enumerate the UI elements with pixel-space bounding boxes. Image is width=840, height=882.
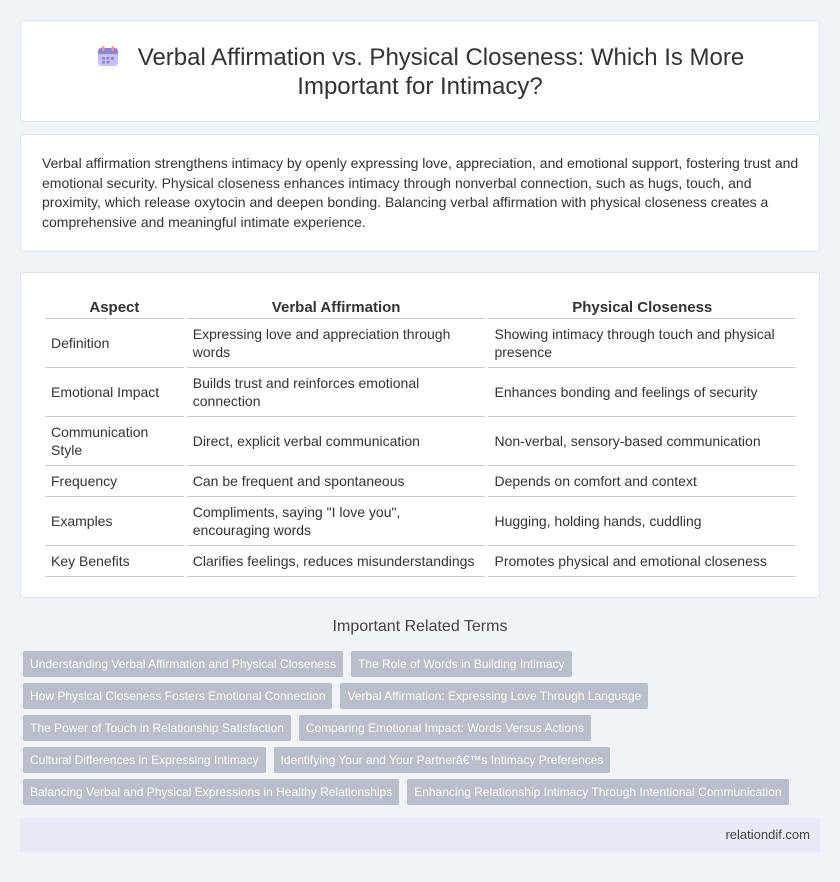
tag-row — [23, 747, 610, 773]
tag-row — [23, 779, 789, 805]
table-cell: Clarifies feelings, reduces misunderstandings — [187, 546, 486, 577]
table-cell: Direct, explicit verbal communication — [187, 417, 486, 466]
page-title — [21, 43, 819, 101]
table-cell: Non-verbal, sensory-based communication — [488, 417, 796, 466]
related-terms-heading: Important Related Terms — [332, 618, 508, 635]
table-row — [45, 368, 796, 417]
related-term-tag[interactable]: Verbal Affirmation: Expressing Love Through Language — [340, 683, 648, 709]
tag-row — [23, 651, 572, 677]
tag-row — [23, 683, 648, 709]
table-cell: Can be frequent and spontaneous — [187, 466, 486, 497]
table-header-row — [45, 295, 796, 319]
related-term-tag[interactable]: Balancing Verbal and Physical Expressions in Healthy Relationships — [23, 779, 399, 805]
table-cell: Examples — [45, 497, 184, 546]
related-term-tag[interactable]: Comparing Emotional Impact: Words Versus Actions — [299, 715, 591, 741]
related-term-tag[interactable]: Understanding Verbal Affirmation and Physical Closeness — [23, 651, 343, 677]
tag-row — [23, 715, 591, 741]
related-term-tag[interactable]: Identifying Your and Your Partnerâ€™s Intimacy Preferences — [274, 747, 611, 773]
table-cell: Enhances bonding and feelings of security — [488, 368, 796, 417]
table-row — [45, 319, 796, 368]
related-term-tag[interactable]: How Physical Closeness Fosters Emotional Connection — [23, 683, 332, 709]
column-header-verbal-affirmation: Verbal Affirmation — [187, 295, 486, 319]
table-cell: Expressing love and appreciation through words — [187, 319, 486, 368]
column-header-physical-closeness: Physical Closeness — [488, 295, 796, 319]
footer — [20, 818, 820, 852]
table-cell: Definition — [45, 319, 184, 368]
table-cell: Communication Style — [45, 417, 184, 466]
related-term-tag[interactable]: Cultural Differences in Expressing Intimacy — [23, 747, 266, 773]
related-term-tag[interactable]: The Power of Touch in Relationship Satisfaction — [23, 715, 291, 741]
table-cell: Hugging, holding hands, cuddling — [488, 497, 796, 546]
table-cell: Builds trust and reinforces emotional connection — [187, 368, 486, 417]
table-row — [45, 466, 796, 497]
table-row — [45, 497, 796, 546]
table-cell: Showing intimacy through touch and physical presence — [488, 319, 796, 368]
related-term-tag[interactable]: The Role of Words in Building Intimacy — [351, 651, 572, 677]
table-row — [45, 417, 796, 466]
table-cell: Depends on comfort and context — [488, 466, 796, 497]
title-card — [20, 20, 820, 122]
column-header-aspect: Aspect — [45, 295, 184, 319]
table-row — [45, 546, 796, 577]
comparison-table-card — [20, 272, 820, 598]
intro-paragraph: Verbal affirmation strengthens intimacy by openly expressing love, appreciation, and emotional support, fostering trust and emotional security. Physical closeness enhances intimacy through nonverbal connection, such as hugs, touch, and proximity, which release oxytocin and deepen bonding. Balancing verbal affirmation with physical closeness creates a comprehensive and meaningful intimate experience. — [42, 155, 799, 230]
footer-site-link[interactable]: relationdif.com — [725, 827, 810, 842]
table-cell: Promotes physical and emotional closeness — [488, 546, 796, 577]
table-cell: Compliments, saying "I love you", encouraging words — [187, 497, 486, 546]
intro-card — [20, 134, 820, 252]
table-cell: Key Benefits — [45, 546, 184, 577]
table-cell: Frequency — [45, 466, 184, 497]
related-term-tag[interactable]: Enhancing Relationship Intimacy Through Intentional Communication — [407, 779, 788, 805]
calendar-icon — [96, 44, 120, 68]
table-cell: Emotional Impact — [45, 368, 184, 417]
page-title-text: Verbal Affirmation vs. Physical Closeness: Which Is More Important for Intimacy? — [137, 44, 745, 100]
comparison-table — [42, 295, 799, 577]
